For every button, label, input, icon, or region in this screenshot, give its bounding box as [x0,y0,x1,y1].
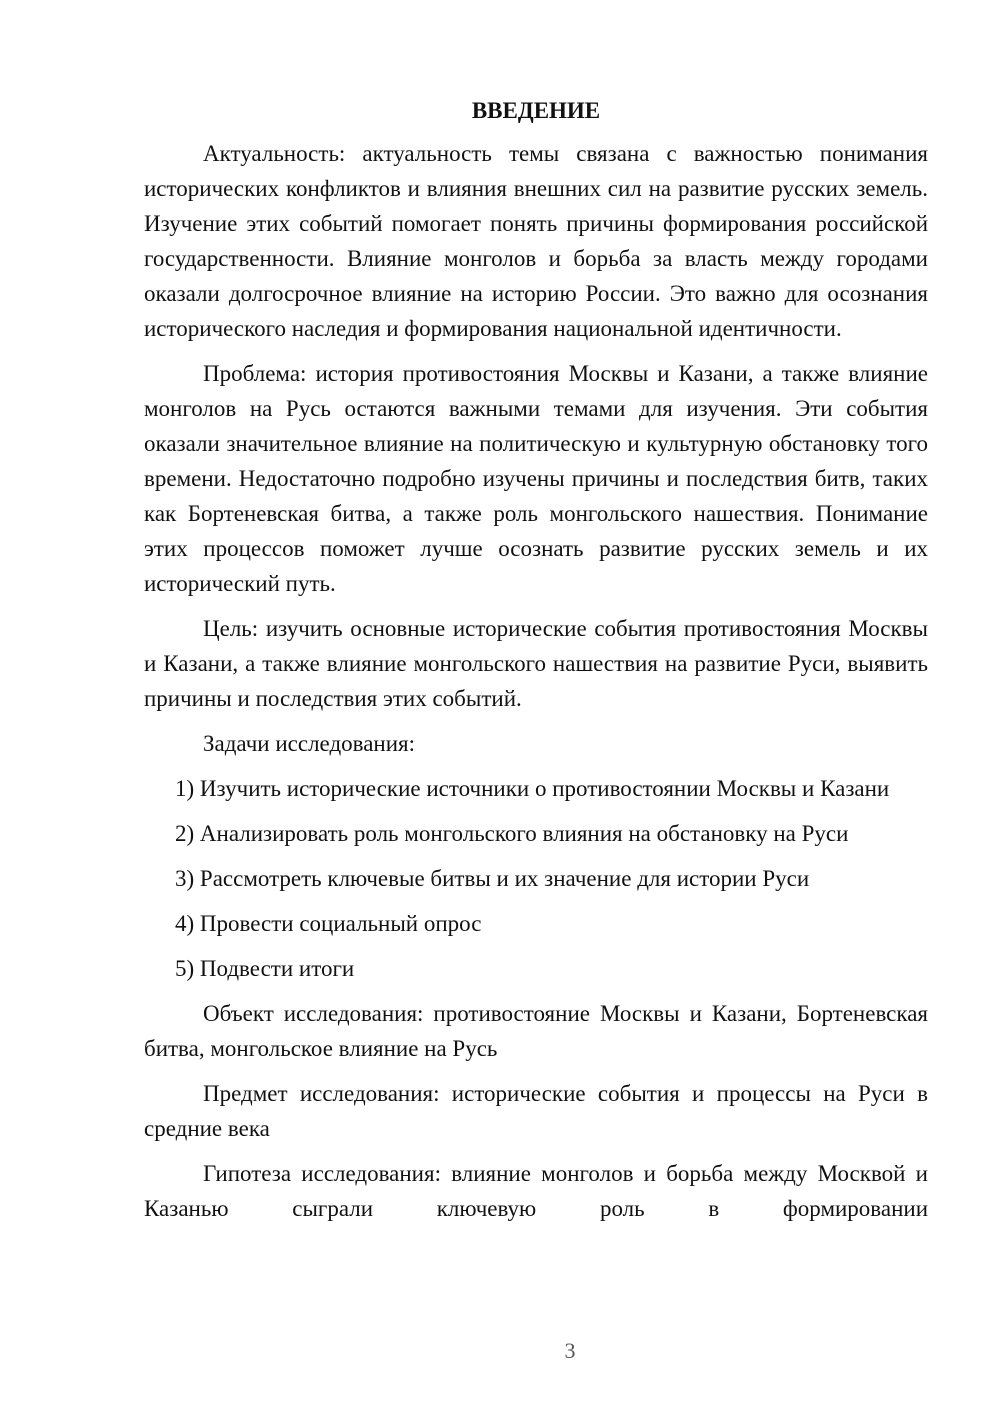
tasks-heading: Задачи исследования: [203,731,416,756]
page-number-text: 3 [564,1338,576,1363]
task-item-4: 4) Провести социальный опрос [175,911,482,936]
hypothesis-paragraph: Гипотеза исследования: влияние монголов и борьба между Москвой и Казанью сыграли ключевую роль в формировании [144,1161,928,1221]
document-body [144,96,928,1236]
page-number [70,1333,1000,1368]
task-item-2: 2) Анализировать роль монгольского влияния на обстановку на Руси [175,821,849,846]
task-item-1: 1) Изучить исторические источники о противостоянии Москвы и Казани [175,776,890,801]
relevance-paragraph: Актуальность: актуальность темы связана с важностью понимания исторических конфликтов и влияния внешних сил на развитие русских земель. Изучение этих событий помогает понять причины формирования российской государственности. Влияние монголов и борьба за власть между городами оказали долгосрочное влияние на историю России. Это важно для осознания исторического наследия и формирования национальной идентичности. [144,141,928,341]
object-paragraph: Объект исследования: противостояние Москвы и Казани, Бортеневская битва, монгольское влияние на Русь [144,1001,928,1061]
problem-paragraph: Проблема: история противостояния Москвы и Казани, а также влияние монголов на Русь остаются важными темами для изучения. Эти события оказали значительное влияние на политическую и культурную обстановку того времени. Недостаточно подробно изучены причины и последствия битв, таких как Бортеневская битва, а также роль монгольского нашествия. Понимание этих процессов поможет лучше осознать развитие русских земель и их исторический путь. [144,361,928,596]
section-title: ВВЕДЕНИЕ [471,98,601,123]
task-item-3: 3) Рассмотреть ключевые битвы и их значение для истории Руси [175,866,810,891]
subject-paragraph: Предмет исследования: исторические события и процессы на Руси в средние века [144,1081,928,1141]
task-item-5: 5) Подвести итоги [175,956,355,981]
goal-paragraph: Цель: изучить основные исторические события противостояния Москвы и Казани, а также влияние монгольского нашествия на развитие Руси, выявить причины и последствия этих событий. [144,616,928,711]
